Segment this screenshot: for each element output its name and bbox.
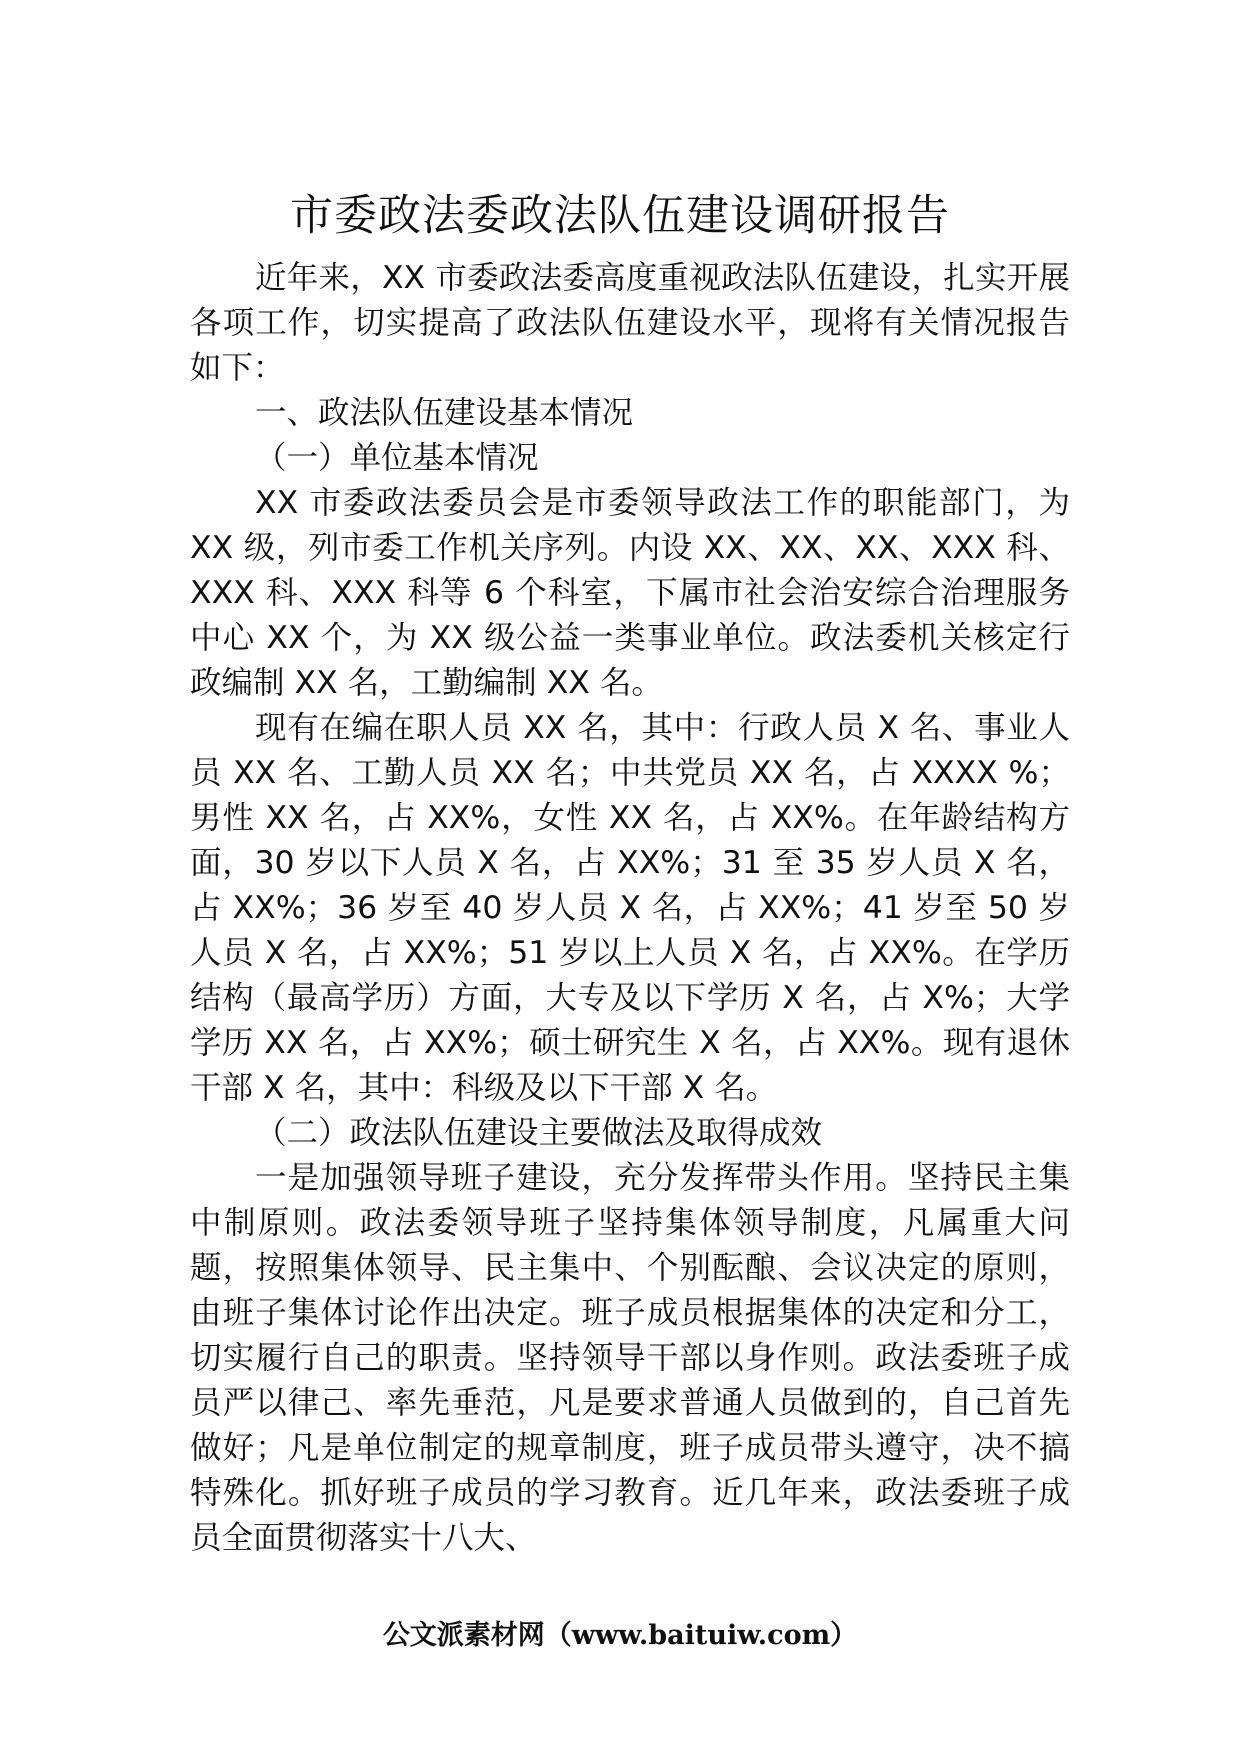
paragraph-unit-info: XX 市委政法委员会是市委领导政法工作的职能部门，为 XX 级，列市委工作机关序列。内设 XX、XX、XX、XXX 科、XXX 科、XXX 科等 6 个科室，下属市社会治安综合治理服务中心 XX 个，为 XX 级公益一类事业单位。政法委机关核定行政编制 XX 名，工勤编制 XX 名。 — [190, 485, 1070, 701]
document-body — [190, 256, 1070, 1561]
paragraph-intro: 近年来，XX 市委政法委高度重视政法队伍建设，扎实开展各项工作，切实提高了政法队伍建设水平，现将有关情况报告如下： — [190, 260, 1070, 386]
subsection-heading-1: （一）单位基本情况 — [255, 440, 539, 476]
paragraph-staff-info: 现有在编在职人员 XX 名，其中：行政人员 X 名、事业人员 XX 名、工勤人员 XX 名；中共党员 XX 名，占 XXXX %；男性 XX 名，占 XX%，女性 XX 名，占 XX%。在年龄结构方面，30 岁以下人员 X 名，占 XX%；31 至 35 岁人员 X 名，占 XX%；36 岁至 40 岁人员 X 名，占 XX%；41 岁至 50 岁人员 X 名，占 XX%；51 岁以上人员 X 名，占 XX%。在学历结构（最高学历）方面，大专及以下学历 X 名，占 X%；大学学历 XX 名，占 XX%；硕士研究生 X 名，占 XX%。现有退休干部 X 名，其中：科级及以下干部 X 名。 — [190, 710, 1070, 1106]
document-title: 市委政法委政法队伍建设调研报告 — [290, 191, 950, 241]
footer-watermark: 公文派素材网（www.baituiw.com） — [382, 1620, 858, 1651]
section-heading-1: 一、政法队伍建设基本情况 — [255, 395, 634, 431]
paragraph-leadership: 一是加强领导班子建设，充分发挥带头作用。坚持民主集中制原则。政法委领导班子坚持集体领导制度，凡属重大问题，按照集体领导、民主集中、个别酝酿、会议决定的原则，由班子集体讨论作出决定。班子成员根据集体的决定和分工，切实履行自己的职责。坚持领导干部以身作则。政法委班子成员严以律己、率先垂范，凡是要求普通人员做到的，自己首先做好；凡是单位制定的规章制度，班子成员带头遵守，决不搞特殊化。抓好班子成员的学习教育。近几年来，政法委班子成员全面贯彻落实十八大、 — [190, 1160, 1070, 1556]
subsection-heading-2: （二）政法队伍建设主要做法及取得成效 — [255, 1115, 823, 1151]
